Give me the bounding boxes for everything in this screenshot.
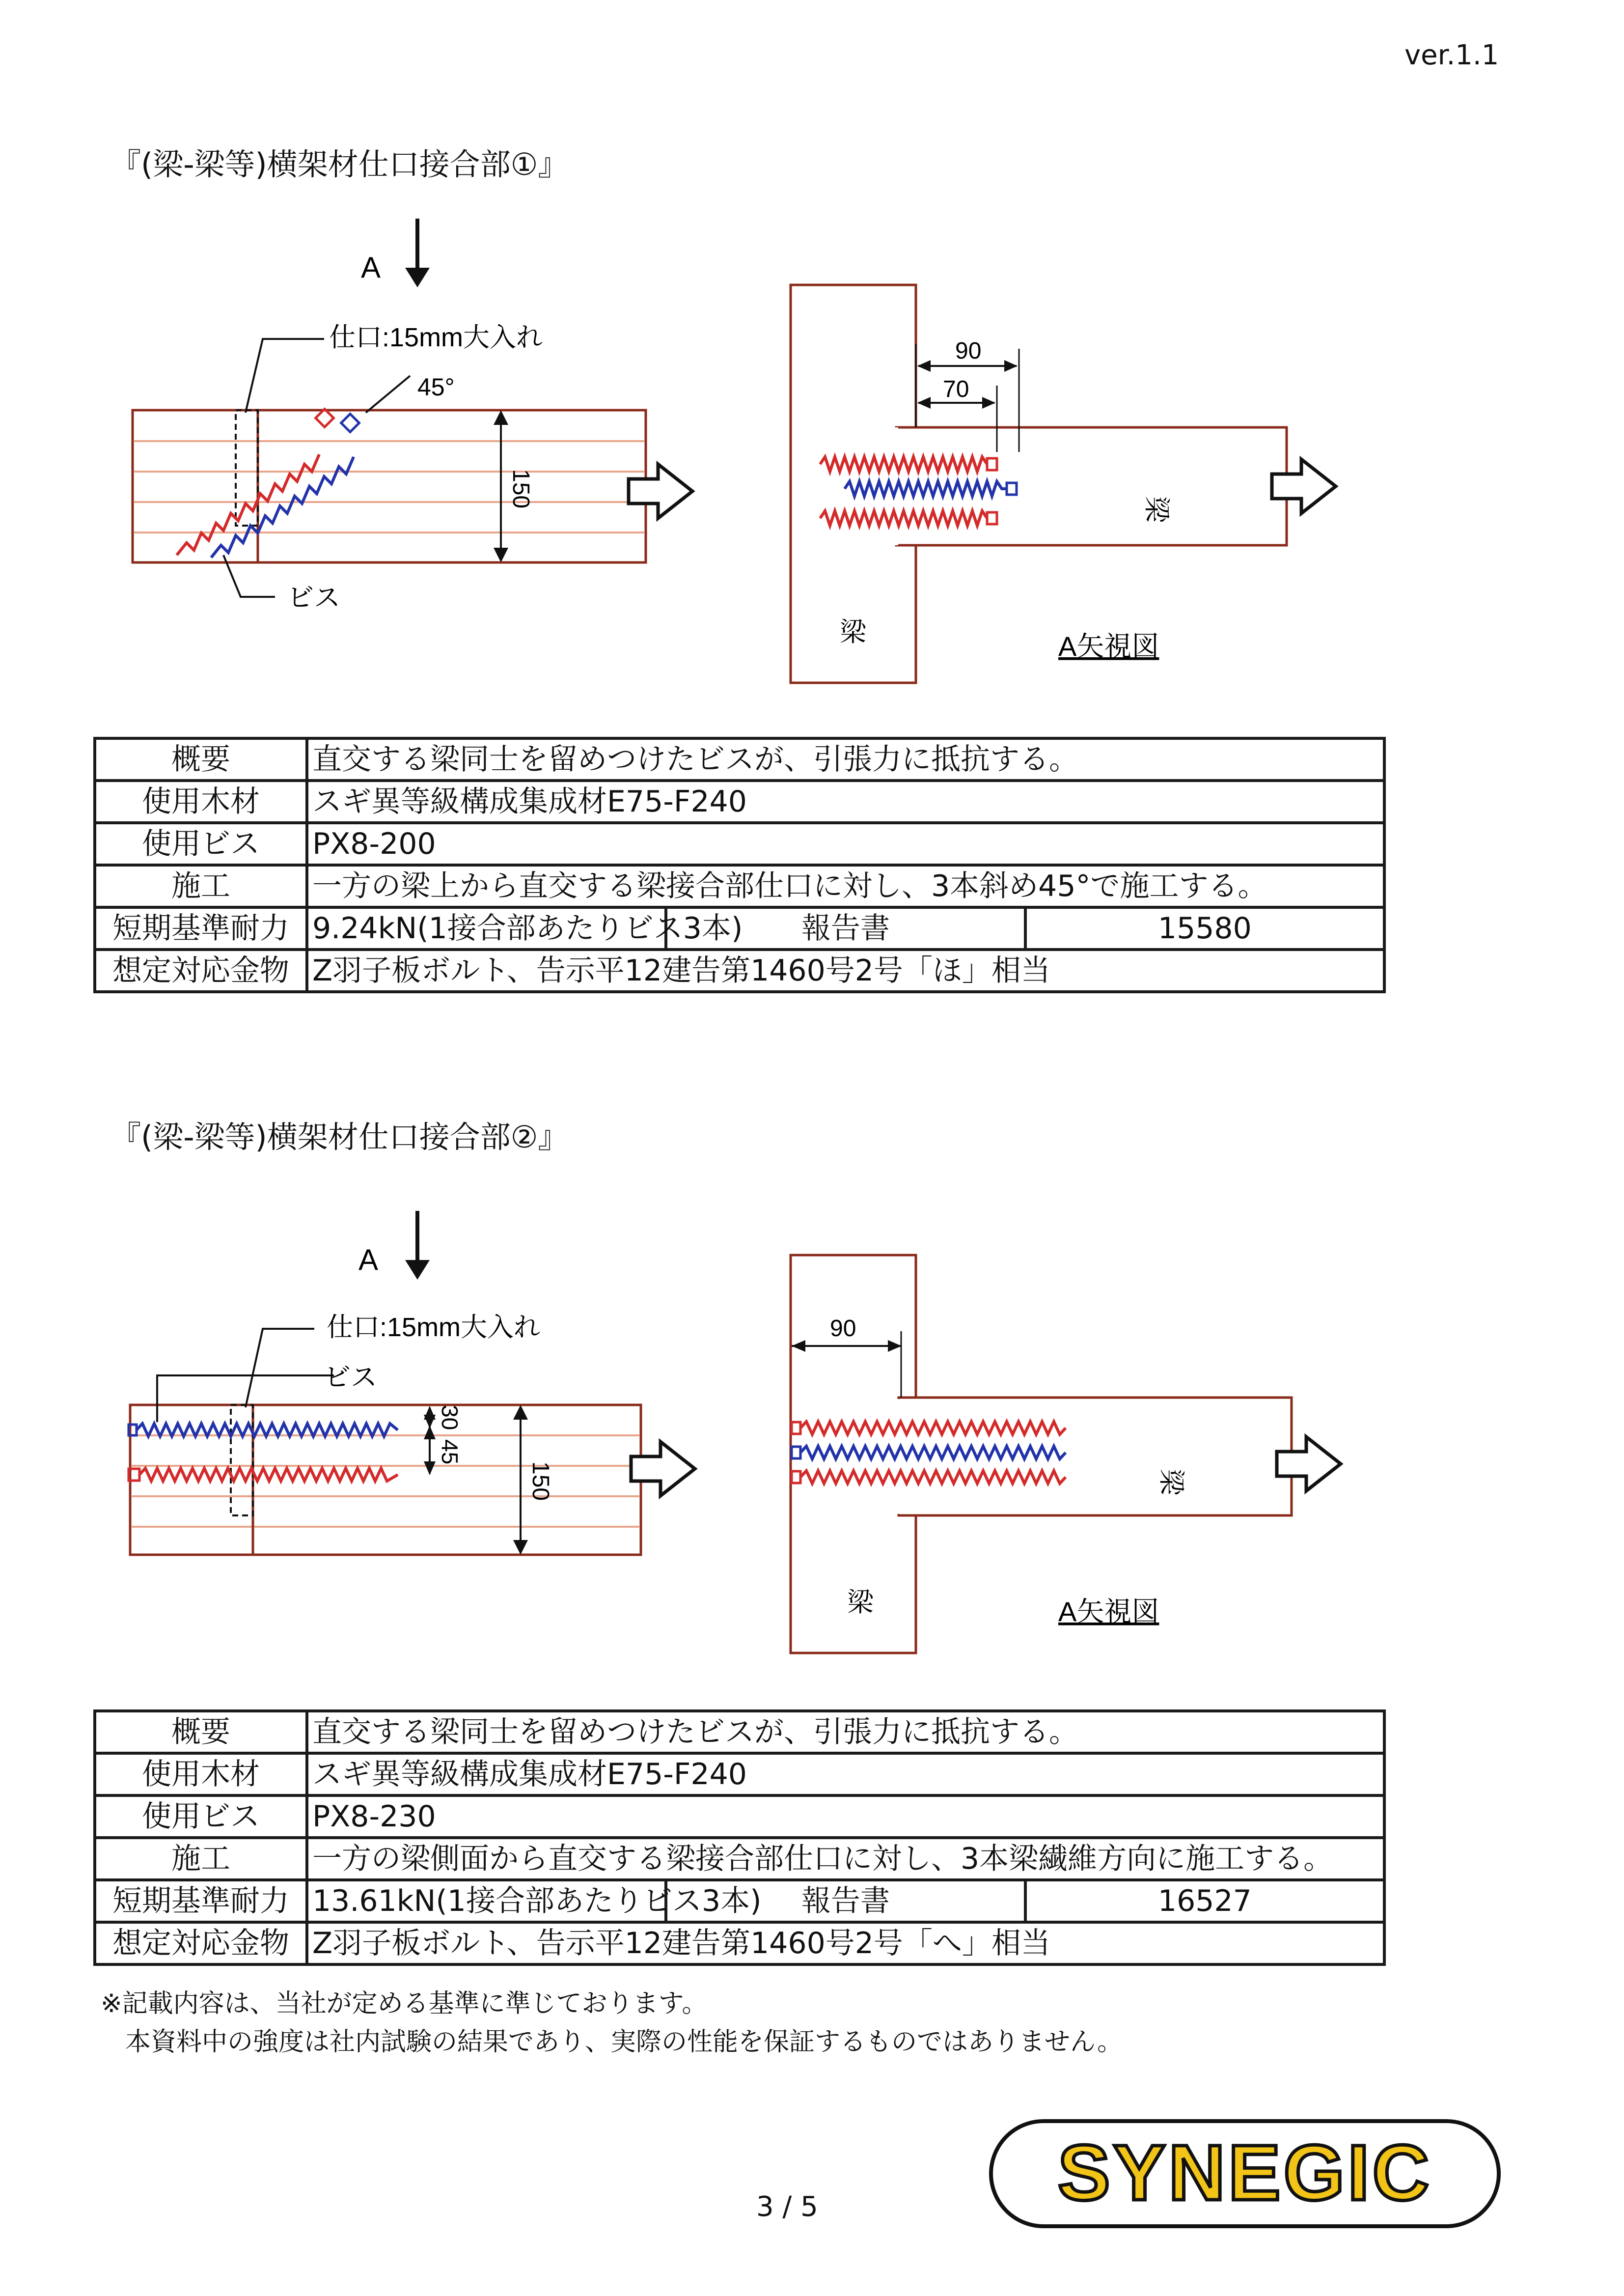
view-label: A矢視図 (1058, 1596, 1159, 1627)
row-label: 概要 (95, 1711, 307, 1753)
down-arrow-icon (405, 268, 430, 287)
row-label: 使用木材 (95, 781, 307, 823)
beam-label-side: 梁 (847, 1588, 874, 1617)
spec-table-1 (93, 737, 1386, 993)
table-row (95, 907, 1384, 950)
row-label: 使用ビス (95, 823, 307, 865)
section-1-diagram (0, 0, 1624, 712)
table-row (95, 1711, 1384, 1753)
beam-label-main: 梁 (1142, 496, 1171, 523)
table-row (95, 1795, 1384, 1838)
row-value: 直交する梁同士を留めつけたビスが、引張力に抵抗する。 (307, 738, 1384, 781)
down-arrow-icon (405, 1260, 430, 1280)
version-label: ver.1.1 (1404, 39, 1499, 71)
row-value: スギ異等級構成集成材E75-F240 (307, 1753, 1384, 1795)
shikuchi-label: 仕口:15mm大入れ (327, 1313, 541, 1342)
row-label: 施工 (95, 865, 307, 907)
section-1-title: 『(梁-梁等)横架材仕口接合部①』 (110, 146, 569, 182)
note-2: 本資料中の強度は社内試験の結果であり、実際の性能を保証するものではありません。 (125, 2027, 1123, 2057)
table-row (95, 823, 1384, 865)
beam-label-main: 梁 (1156, 1469, 1186, 1495)
angle-label: 45° (417, 373, 455, 401)
note-1: ※記載内容は、当社が定める基準に準じております。 (101, 1989, 708, 2018)
row-value: 一方の梁側面から直交する梁接合部仕口に対し、3本梁繊維方向に施工する。 (307, 1838, 1384, 1880)
hardware-value: Z羽子板ボルト、告示平12建告第1460号2号「へ」相当 (307, 1922, 1384, 1964)
view-label: A矢視図 (1058, 631, 1159, 662)
table-row (95, 1922, 1384, 1964)
table-row (95, 738, 1384, 781)
row-value: 一方の梁上から直交する梁接合部仕口に対し、3本斜め45°で施工する。 (307, 865, 1384, 907)
section-2-title: 『(梁-梁等)横架材仕口接合部②』 (110, 1119, 569, 1155)
report-label: 報告書 (666, 907, 1025, 950)
row-label: 施工 (95, 1838, 307, 1880)
row-value: PX8-200 (307, 823, 1384, 865)
page-number: 3 / 5 (756, 2191, 818, 2223)
table-row (95, 1753, 1384, 1795)
row-value: 直交する梁同士を留めつけたビスが、引張力に抵抗する。 (307, 1711, 1384, 1753)
capacity-label: 短期基準耐力 (95, 1880, 307, 1922)
beam-side-horizontal (899, 1398, 1292, 1515)
report-value: 16527 (1025, 1880, 1384, 1922)
synegic-logo (987, 2117, 1503, 2232)
report-value: 15580 (1025, 907, 1384, 950)
view-arrow-label: A (361, 251, 381, 284)
section-2-diagram (0, 982, 1624, 1695)
hardware-label: 想定対応金物 (95, 950, 307, 992)
table-row (95, 1838, 1384, 1880)
table-row (95, 865, 1384, 907)
row-value: PX8-230 (307, 1795, 1384, 1838)
logo-text: SYNEGIC (1057, 2128, 1432, 2216)
row-label: 概要 (95, 738, 307, 781)
hardware-value: Z羽子板ボルト、告示平12建告第1460号2号「ほ」相当 (307, 950, 1384, 992)
view-arrow-label: A (358, 1243, 379, 1276)
row-label: 使用木材 (95, 1753, 307, 1795)
dim-outer: 90 (830, 1316, 856, 1342)
hardware-label: 想定対応金物 (95, 1922, 307, 1964)
report-label: 報告書 (666, 1880, 1025, 1922)
dim-outer: 90 (955, 338, 982, 364)
row-label: 使用ビス (95, 1795, 307, 1838)
spec-table-2 (93, 1709, 1386, 1966)
table-row (95, 781, 1384, 823)
dim-45: 45 (437, 1439, 463, 1465)
screw-label: ビス (287, 583, 340, 613)
capacity-label: 短期基準耐力 (95, 907, 307, 950)
screw-label: ビス (324, 1363, 377, 1392)
table-row (95, 1880, 1384, 1922)
dim-inner: 70 (943, 376, 969, 402)
dim-30: 30 (437, 1405, 463, 1430)
screw-red (177, 454, 319, 555)
height-dim: 150 (508, 469, 534, 509)
capacity-value: 9.24kN(1接合部あたりビス3本) (307, 907, 666, 950)
row-value: スギ異等級構成集成材E75-F240 (307, 781, 1384, 823)
shikuchi-label: 仕口:15mm大入れ (329, 323, 543, 352)
height-dim: 150 (527, 1461, 553, 1501)
beam-label-side: 梁 (840, 617, 866, 647)
capacity-value: 13.61kN(1接合部あたりビス3本) (307, 1880, 666, 1922)
